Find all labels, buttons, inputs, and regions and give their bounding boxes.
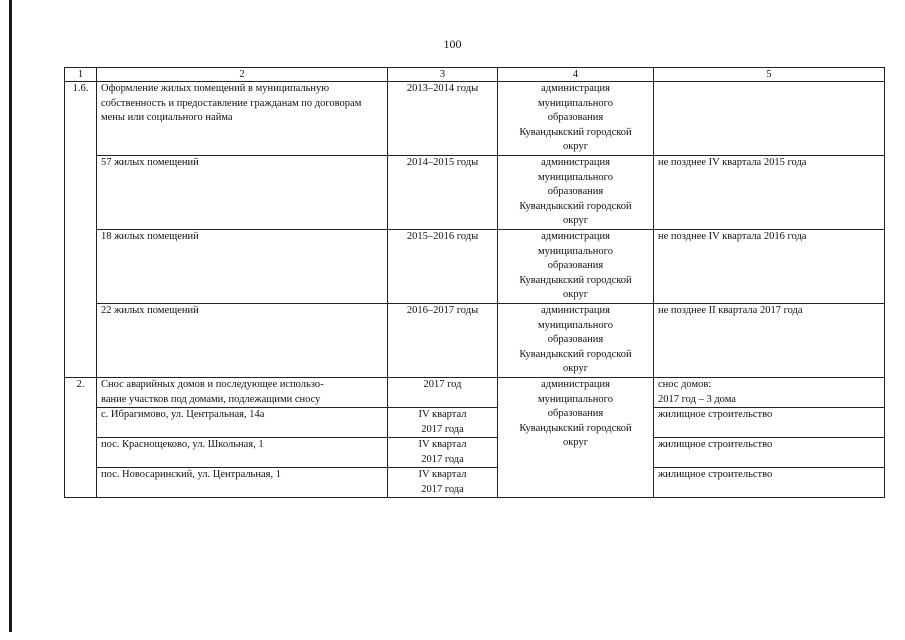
responsible-line: образования: [547, 408, 604, 419]
result-cell: не позднее IV квартала 2016 года: [654, 230, 885, 304]
col-header-4: 4: [498, 68, 654, 82]
col-header-3: 3: [388, 68, 498, 82]
responsible-cell: [498, 82, 654, 156]
table-row-1-6: [65, 82, 885, 156]
period-cell: [388, 468, 498, 498]
responsible-cell: [498, 156, 654, 230]
responsible-line: Кувандыкский городской: [519, 422, 632, 434]
scan-edge-bar: [9, 0, 12, 632]
table-row: [65, 230, 885, 304]
period-cell: 2016–2017 годы: [388, 304, 498, 378]
result-cell: [654, 378, 885, 408]
period-cell: [388, 408, 498, 438]
table-row: [65, 304, 885, 378]
responsible-line: округ: [562, 437, 589, 448]
column-number-row: [65, 68, 885, 82]
period-line: IV квартал: [418, 409, 467, 420]
responsible-line: администрация: [541, 305, 610, 316]
table-row: [65, 468, 885, 498]
responsible-cell: [498, 304, 654, 378]
row-number: 2.: [65, 378, 97, 498]
responsible-line: Кувандыкский городской: [519, 200, 632, 212]
measure-description: [97, 378, 388, 408]
responsible-line: округ: [562, 363, 589, 374]
period-cell: 2014–2015 годы: [388, 156, 498, 230]
plan-table: [64, 67, 885, 498]
result-cell: жилищное строительство: [654, 438, 885, 468]
responsible-line: Кувандыкский городской: [519, 126, 632, 138]
table-row: [65, 156, 885, 230]
responsible-line: муниципального: [538, 245, 613, 257]
period-line: IV квартал: [418, 439, 467, 450]
responsible-line: Кувандыкский городской: [519, 274, 632, 286]
col-header-5: 5: [654, 68, 885, 82]
measure-description: 18 жилых помещений: [97, 230, 388, 304]
responsible-line: округ: [562, 215, 589, 226]
row-number-empty: [65, 156, 97, 230]
responsible-line: муниципального: [538, 393, 613, 405]
period-line: IV квартал: [418, 469, 467, 480]
row-number: 1.6.: [65, 82, 97, 156]
period-cell: 2015–2016 годы: [388, 230, 498, 304]
row-number-empty: [65, 230, 97, 304]
responsible-line: администрация: [541, 83, 610, 94]
period-line: 2017 года: [421, 483, 464, 495]
col-header-1: 1: [65, 68, 97, 82]
description-line: Снос аварийных домов и последующее использо-: [101, 379, 324, 390]
period-cell: [388, 438, 498, 468]
responsible-line: муниципального: [538, 97, 613, 109]
responsible-line: образования: [547, 334, 604, 345]
table-row: [65, 438, 885, 468]
period-cell: 2013–2014 годы: [388, 82, 498, 156]
responsible-cell: [498, 230, 654, 304]
responsible-line: администрация: [541, 379, 610, 390]
table-row-2: [65, 378, 885, 408]
responsible-line: муниципального: [538, 319, 613, 331]
responsible-line: образования: [547, 112, 604, 123]
result-line: 2017 год – 3 дома: [658, 393, 736, 405]
measure-description: Оформление жилых помещений в муниципальную собственность и предоставление гражданам по договорам мены или социального найма: [97, 82, 388, 156]
responsible-line: администрация: [541, 231, 610, 242]
responsible-line: Кувандыкский городской: [519, 348, 632, 360]
row-number-empty: [65, 304, 97, 378]
responsible-cell: [498, 378, 654, 498]
period-line: 2017 года: [421, 453, 464, 465]
responsible-line: округ: [562, 289, 589, 300]
address-cell: пос. Новосаринский, ул. Центральная, 1: [97, 468, 388, 498]
result-cell: жилищное строительство: [654, 408, 885, 438]
result-cell: [654, 82, 885, 156]
table-row: [65, 408, 885, 438]
responsible-line: образования: [547, 260, 604, 271]
description-line: вание участков под домами, подлежащими сносу: [101, 393, 321, 405]
period-cell: 2017 год: [388, 378, 498, 408]
responsible-line: администрация: [541, 157, 610, 168]
measure-description: 57 жилых помещений: [97, 156, 388, 230]
responsible-line: образования: [547, 186, 604, 197]
result-cell: не позднее II квартала 2017 года: [654, 304, 885, 378]
result-line: снос домов:: [658, 379, 712, 390]
result-cell: жилищное строительство: [654, 468, 885, 498]
period-line: 2017 года: [421, 423, 464, 435]
responsible-line: округ: [562, 141, 589, 152]
address-cell: с. Ибрагимово, ул. Центральная, 14а: [97, 408, 388, 438]
result-cell: не позднее IV квартала 2015 года: [654, 156, 885, 230]
col-header-2: 2: [97, 68, 388, 82]
responsible-line: муниципального: [538, 171, 613, 183]
measure-description: 22 жилых помещений: [97, 304, 388, 378]
page-number: 100: [443, 37, 462, 51]
address-cell: пос. Краснощеково, ул. Школьная, 1: [97, 438, 388, 468]
